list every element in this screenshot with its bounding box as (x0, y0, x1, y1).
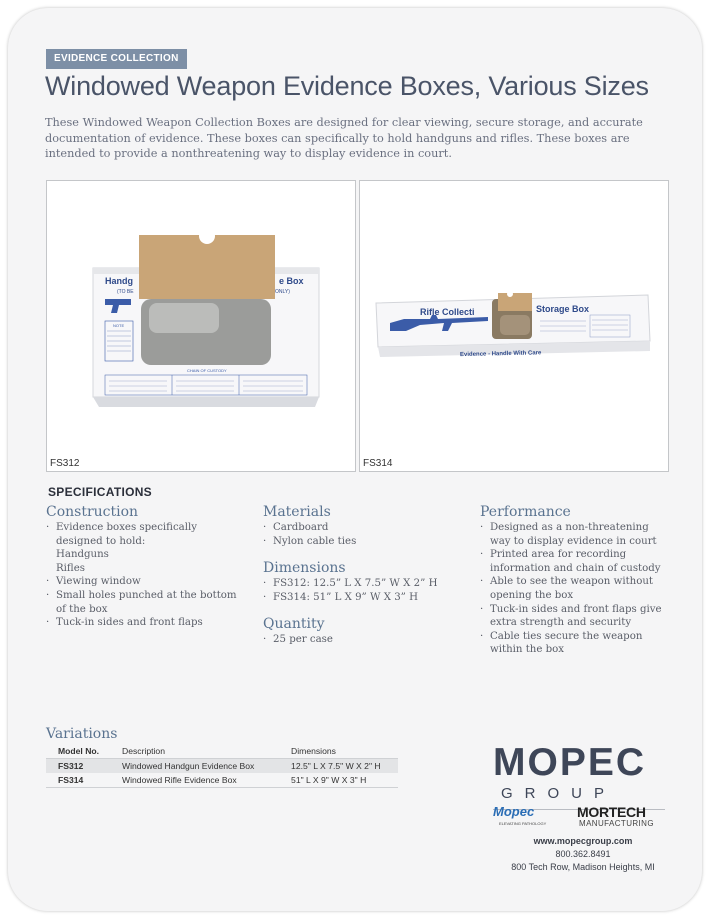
list-item: · Cable ties secure the weapon (480, 630, 680, 644)
description-cell: Windowed Rifle Evidence Box (110, 773, 279, 788)
list-item: · Designed as a non-threatening (480, 521, 680, 535)
quantity-list (263, 633, 468, 647)
dimensions-title: Dimensions (263, 560, 346, 577)
column-header: Dimensions (279, 744, 398, 759)
phone-number: 800.362.8491 (555, 849, 611, 859)
intro-paragraph: These Windowed Weapon Collection Boxes are designed for clear viewing, secure storage, and accurate documentation of evidence. These boxes can specifically to hold handguns and rifles. These boxes are intended to provide a nonthreatening way to display evidence in court. (45, 116, 643, 160)
mopec-tagline: ELEVATING PATHOLOGY (499, 821, 547, 826)
list-item: · FS312: 12.5” L X 7.5” W X 2” H (263, 577, 468, 591)
box-sublabel-right: ONLY) (275, 289, 290, 295)
rifle-box-label-left: Rifle Collecti (420, 307, 475, 317)
list-item: · 25 per case (263, 633, 468, 647)
construction-list (46, 521, 251, 630)
list-item: information and chain of custody (490, 562, 661, 574)
construction-title: Construction (46, 504, 139, 520)
model-cell: FS314 (46, 773, 110, 788)
product-photo-fs314 (359, 180, 669, 472)
address: 800 Tech Row, Madison Heights, MI (511, 862, 655, 872)
mopec-group-logo (493, 743, 668, 810)
dimensions-cell: 51" L X 9" W X 3" H (279, 773, 398, 788)
brand-name: MOPEC (493, 741, 647, 784)
box-label-left: Handg (105, 276, 133, 286)
box-label-right: e Box (279, 276, 304, 286)
list-item: of the box (56, 603, 108, 615)
contact-block (493, 835, 673, 874)
materials-list (263, 521, 468, 548)
construction-section (46, 503, 251, 634)
list-item: · Cardboard (263, 521, 468, 535)
performance-list (480, 521, 680, 657)
column-header: Model No. (46, 744, 110, 759)
list-item: extra strength and security (490, 617, 632, 629)
rifle-box-label-right: Storage Box (536, 304, 590, 314)
list-item: opening the box (490, 589, 574, 601)
list-item: within the box (490, 644, 565, 656)
rifle-box-image (360, 181, 668, 471)
dimensions-list (263, 577, 468, 604)
photo-caption: FS312 (50, 458, 80, 469)
list-item: designed to hold: (56, 535, 146, 547)
column-header: Description (110, 744, 279, 759)
performance-section (480, 503, 680, 661)
brand-group: GROUP (501, 785, 617, 802)
mopec-sub-logo: Mopec (493, 804, 535, 819)
mortech-tagline: MANUFACTURING (579, 819, 654, 828)
list-item: · Viewing window (46, 575, 251, 589)
list-item: Handguns (56, 549, 109, 561)
photo-caption: FS314 (363, 458, 393, 469)
table-row (46, 759, 398, 774)
list-item: · Printed area for recording (480, 548, 680, 562)
dimensions-cell: 12.5" L X 7.5" W X 2" H (279, 759, 398, 774)
list-item: · Nylon cable ties (263, 535, 468, 549)
page-title: Windowed Weapon Evidence Boxes, Various Sizes (45, 71, 649, 101)
sub-brand-logos (493, 804, 669, 830)
list-item: · Evidence boxes specifically (46, 521, 251, 535)
list-item: · FS314: 51” L X 9” W X 3” H (263, 591, 468, 605)
quantity-title: Quantity (263, 616, 325, 633)
materials-title: Materials (263, 504, 331, 520)
description-cell: Windowed Handgun Evidence Box (110, 759, 279, 774)
website-link[interactable]: www.mopecgroup.com (533, 836, 633, 846)
chain-of-custody-label: CHAIN OF CUSTODY (187, 368, 227, 373)
box-note-title: NOTE (113, 323, 125, 328)
specifications-heading: SPECIFICATIONS (48, 485, 152, 499)
product-photo-fs312 (46, 180, 356, 472)
materials-dimensions-quantity (263, 503, 468, 651)
rifle-box-side-text: Evidence - Handle With Care (459, 350, 542, 359)
list-item: · Tuck-in sides and front flaps (46, 616, 251, 630)
list-item: · Small holes punched at the bottom (46, 589, 251, 603)
box-sublabel-left: (TO BE (117, 289, 134, 295)
list-item: Rifles (56, 562, 85, 574)
handgun-box-image (47, 181, 355, 471)
mortech-logo: MORTECH (577, 804, 646, 820)
list-item: · Able to see the weapon without (480, 575, 680, 589)
list-item: · Tuck-in sides and front flaps give (480, 603, 680, 617)
performance-title: Performance (480, 504, 571, 520)
category-tag: EVIDENCE COLLECTION (46, 49, 187, 69)
table-row (46, 773, 398, 788)
model-cell: FS312 (46, 759, 110, 774)
variations-table (46, 744, 398, 788)
table-header-row (46, 744, 398, 759)
list-item: way to display evidence in court (490, 535, 657, 547)
variations-title: Variations (46, 726, 118, 742)
